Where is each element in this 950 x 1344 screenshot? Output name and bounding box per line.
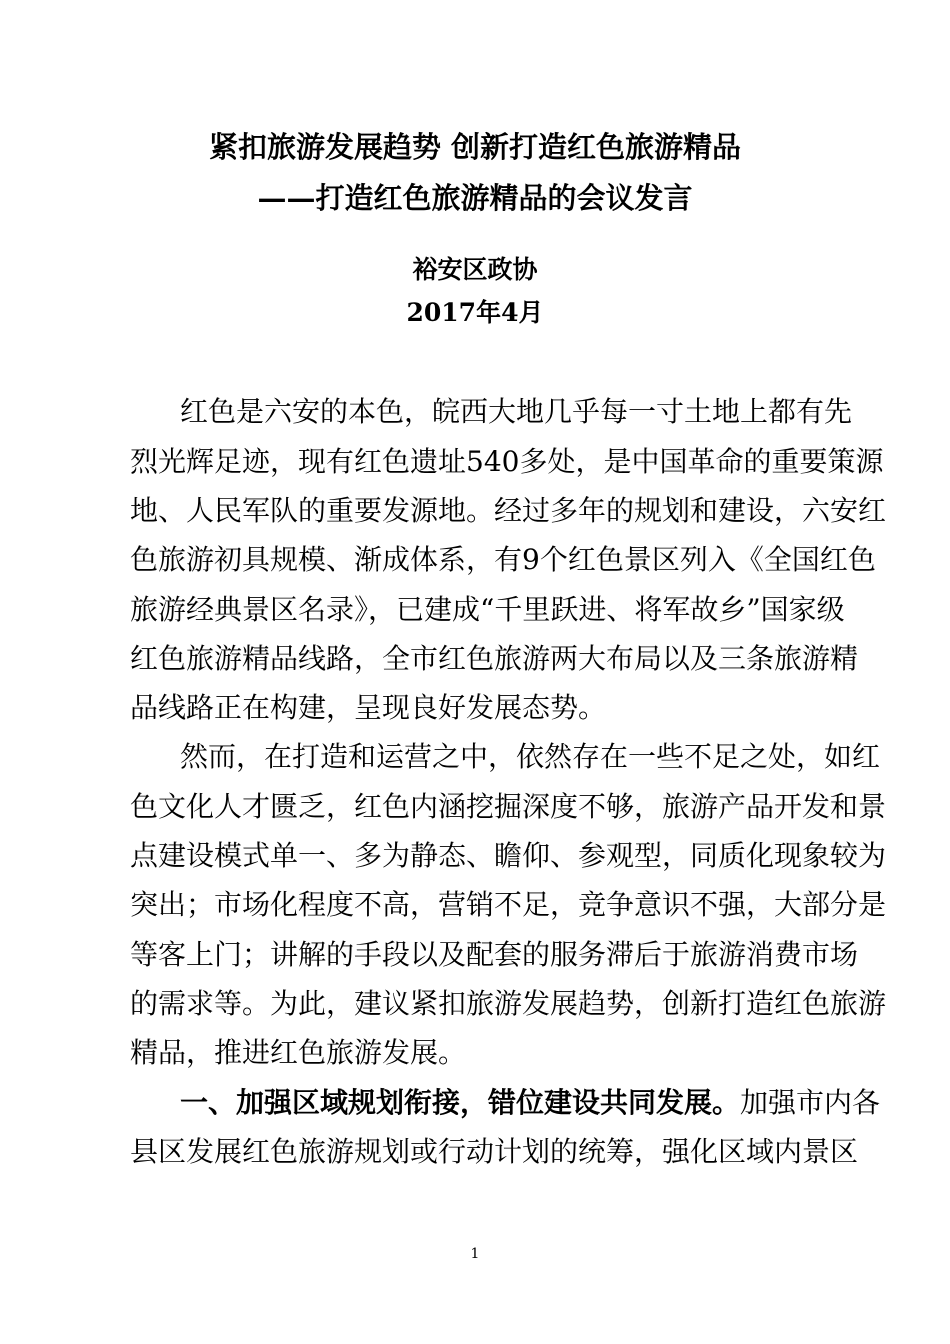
document-author: 裕安区政协 bbox=[412, 255, 538, 284]
section-1-heading: 一、加强区域规划衔接，错位建设共同发展。 bbox=[180, 1086, 741, 1119]
section-1-line-1-rest: 加强市内各 bbox=[740, 1086, 881, 1119]
document-title-line-1: 紧扣旅游发展趋势 创新打造红色旅游精品 bbox=[208, 130, 742, 164]
document-date: 2017年4月 bbox=[406, 298, 544, 327]
paragraph-1-line-4: 色旅游初具规模、渐成体系，有9个红色景区列入《全国红色 bbox=[130, 543, 876, 576]
paragraph-1-line-2: 烈光辉足迹，现有红色遗址540多处，是中国革命的重要策源 bbox=[130, 445, 884, 478]
paragraph-1-line-7: 品线路正在构建，呈现良好发展态势。 bbox=[130, 691, 607, 724]
section-1-line-2: 县区发展红色旅游规划或行动计划的统筹，强化区域内景区 bbox=[130, 1135, 859, 1168]
section-1-first-line bbox=[180, 1086, 881, 1119]
page-number: 1 bbox=[470, 1246, 480, 1262]
paragraph-1-line-6: 红色旅游精品线路，全市红色旅游两大布局以及三条旅游精 bbox=[130, 642, 859, 675]
paragraph-2-line-6: 的需求等。为此，建议紧扣旅游发展趋势，创新打造红色旅游 bbox=[130, 987, 887, 1020]
paragraph-2-line-1: 然而，在打造和运营之中，依然存在一些不足之处，如红 bbox=[180, 740, 881, 773]
paragraph-2-line-7: 精品，推进红色旅游发展。 bbox=[130, 1036, 467, 1069]
paragraph-1-line-1: 红色是六安的本色，皖西大地几乎每一寸土地上都有先 bbox=[180, 395, 853, 428]
paragraph-2-line-2: 色文化人才匮乏，红色内涵挖掘深度不够，旅游产品开发和景 bbox=[130, 790, 887, 823]
paragraph-1-line-3: 地、人民军队的重要发源地。经过多年的规划和建设，六安红 bbox=[130, 494, 887, 527]
paragraph-2-line-5: 等客上门；讲解的手段以及配套的服务滞后于旅游消费市场 bbox=[130, 938, 859, 971]
paragraph-1-line-5: 旅游经典景区名录》，已建成“千里跃进、将军故乡”国家级 bbox=[130, 593, 845, 626]
document-title-line-2: ——打造红色旅游精品的会议发言 bbox=[257, 181, 693, 215]
paragraph-2-line-4: 突出；市场化程度不高，营销不足，竞争意识不强，大部分是 bbox=[130, 888, 887, 921]
paragraph-2-line-3: 点建设模式单一、多为静态、瞻仰、参观型，同质化现象较为 bbox=[130, 839, 887, 872]
